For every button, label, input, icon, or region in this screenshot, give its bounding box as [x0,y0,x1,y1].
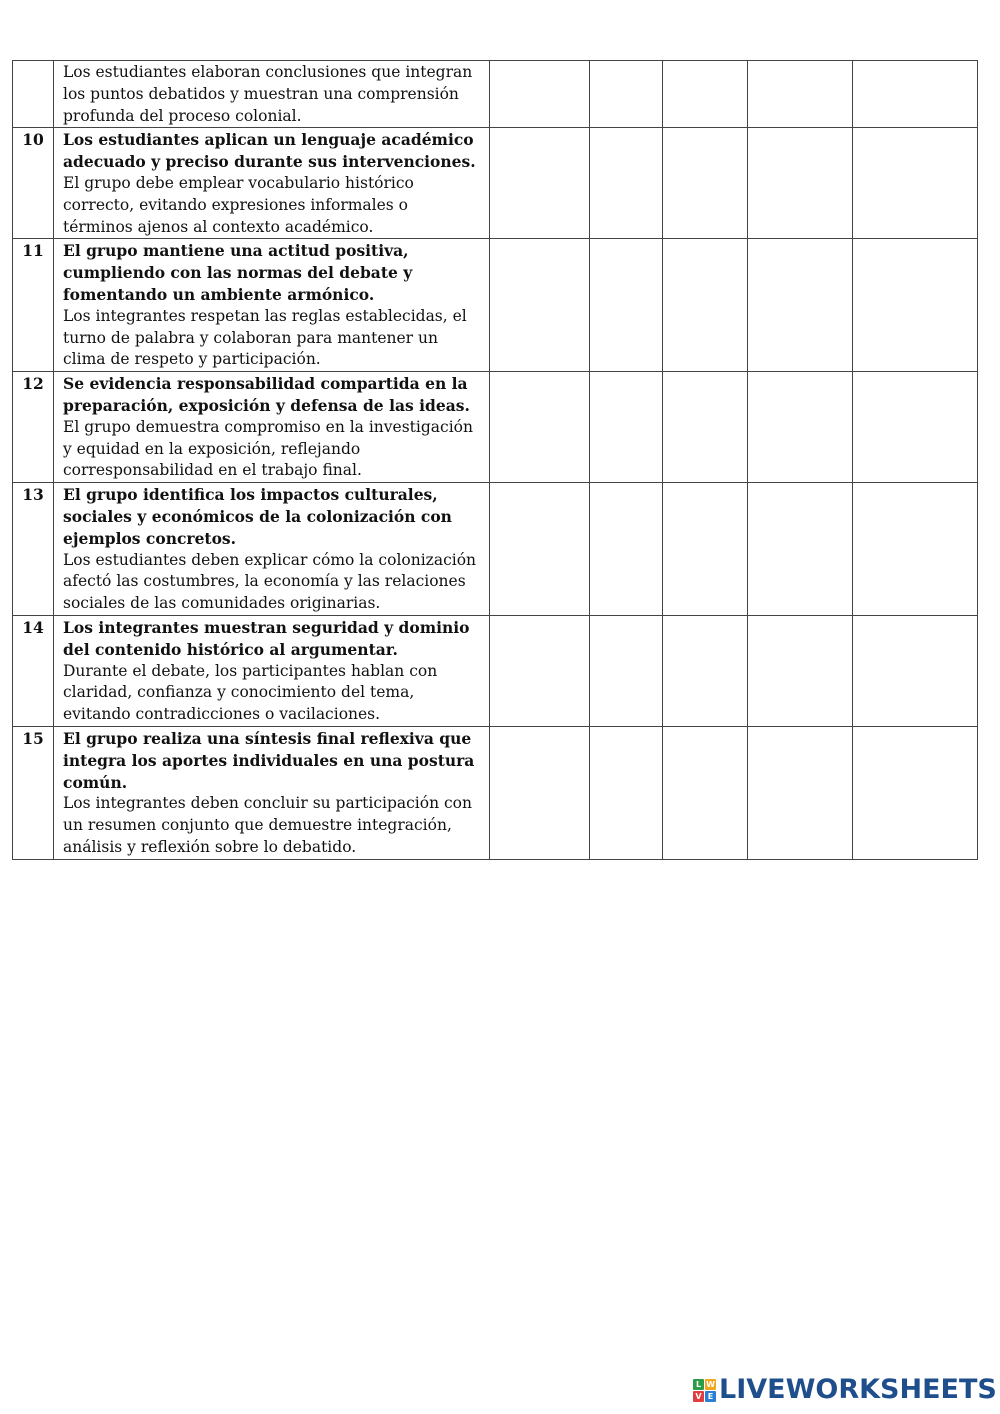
table-row [13,128,978,239]
criterion-title: El grupo mantiene una actitud positiva, cumpliendo con las normas del debate y fomentando un ambiente armónico. [63,241,413,304]
score-cell[interactable] [748,128,853,239]
score-cell[interactable] [663,239,748,372]
score-cell[interactable] [490,372,590,483]
score-cell[interactable] [748,239,853,372]
table-row [13,61,978,128]
criterion-cell [54,239,490,372]
row-number: 12 [13,372,54,483]
score-cell[interactable] [490,61,590,128]
score-cell[interactable] [853,483,978,616]
rubric-table [12,60,978,860]
criterion-description: Los integrantes respetan las reglas establecidas, el turno de palabra y colaboran para mantener un clima de respeto y participación. [63,306,467,369]
score-cell[interactable] [490,726,590,859]
criterion-cell [54,726,490,859]
table-row [13,615,978,726]
score-cell[interactable] [590,615,663,726]
score-cell[interactable] [590,128,663,239]
criterion-title: Los integrantes muestran seguridad y dominio del contenido histórico al argumentar. [63,617,470,659]
row-number: 13 [13,483,54,616]
score-cell[interactable] [590,372,663,483]
table-row [13,483,978,616]
score-cell[interactable] [748,615,853,726]
logo-letter: L [693,1379,704,1390]
criterion-cell [54,372,490,483]
score-cell[interactable] [663,128,748,239]
table-row [13,726,978,859]
logo-letter: E [705,1391,716,1402]
row-number [13,61,54,128]
liveworksheets-logo [693,1374,997,1406]
score-cell[interactable] [748,372,853,483]
score-cell[interactable] [748,726,853,859]
score-cell[interactable] [490,239,590,372]
score-cell[interactable] [590,61,663,128]
criterion-cell [54,615,490,726]
row-number: 14 [13,615,54,726]
score-cell[interactable] [853,239,978,372]
score-cell[interactable] [490,128,590,239]
score-cell[interactable] [590,239,663,372]
criterion-description: El grupo debe emplear vocabulario histórico correcto, evitando expresiones informales o términos ajenos al contexto académico. [63,173,414,236]
criterion-cell [54,61,490,128]
score-cell[interactable] [663,615,748,726]
criterion-title: Los estudiantes aplican un lenguaje académico adecuado y preciso durante sus intervenciones. [63,130,476,172]
score-cell[interactable] [853,615,978,726]
score-cell[interactable] [663,483,748,616]
row-number: 10 [13,128,54,239]
logo-letter: W [706,1379,715,1389]
score-cell[interactable] [853,726,978,859]
score-cell[interactable] [590,483,663,616]
criterion-title: Se evidencia responsabilidad compartida en la preparación, exposición y defensa de las ideas. [63,374,470,415]
criterion-title: El grupo identifica los impactos culturales, sociales y económicos de la colonización con ejemplos concretos. [63,485,452,548]
score-cell[interactable] [490,615,590,726]
score-cell[interactable] [748,61,853,128]
criterion-description: Los integrantes deben concluir su participación con un resumen conjunto que demuestre integración, análisis y reflexión sobre lo debatido. [63,794,472,856]
criterion-description: El grupo demuestra compromiso en la investigación y equidad en la exposición, reflejando corresponsabilidad en el trabajo final. [63,417,473,480]
score-cell[interactable] [663,61,748,128]
score-cell[interactable] [490,483,590,616]
score-cell[interactable] [748,483,853,616]
score-cell[interactable] [853,372,978,483]
criterion-cell [54,128,490,239]
score-cell[interactable] [663,726,748,859]
row-number: 11 [13,239,54,372]
logo-mark-icon [693,1379,716,1402]
logo-text: LIVEWORKSHEETS [719,1374,997,1405]
table-row [13,372,978,483]
logo-letter: V [693,1391,704,1402]
criterion-description: Los estudiantes deben explicar cómo la colonización afectó las costumbres, la economía y las relaciones sociales de las comunidades originarias. [63,550,477,613]
score-cell[interactable] [590,726,663,859]
criterion-description: Los estudiantes elaboran conclusiones que integran los puntos debatidos y muestran una comprensión profunda del proceso colonial. [63,63,473,125]
score-cell[interactable] [663,372,748,483]
criterion-description: Durante el debate, los participantes hablan con claridad, confianza y conocimiento del tema, evitando contradicciones o vacilaciones. [63,661,438,724]
score-cell[interactable] [853,128,978,239]
table-row [13,239,978,372]
row-number: 15 [13,726,54,859]
criterion-title: El grupo realiza una síntesis final reflexiva que integra los aportes individuales en una postura común. [63,728,475,792]
score-cell[interactable] [853,61,978,128]
criterion-cell [54,483,490,616]
